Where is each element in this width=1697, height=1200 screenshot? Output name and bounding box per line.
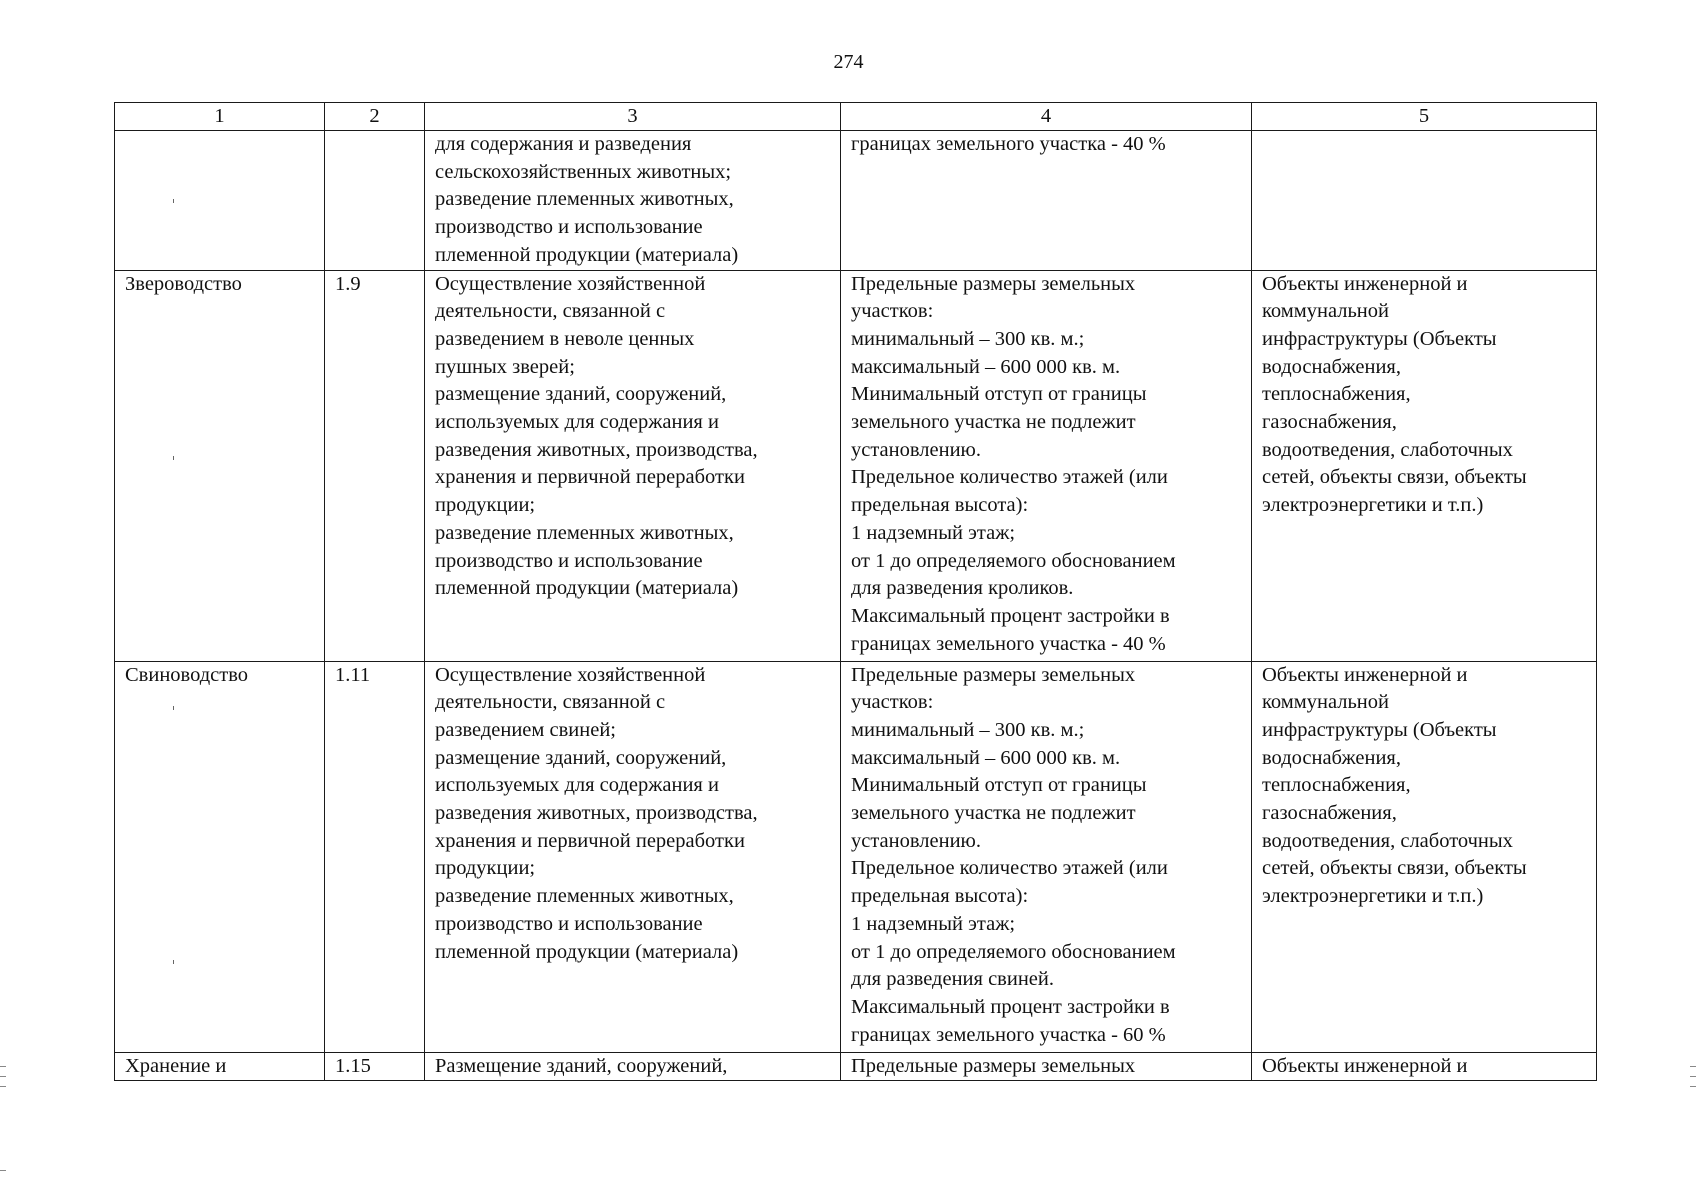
scan-artifact <box>173 456 174 460</box>
scan-edge-mark <box>0 1066 6 1067</box>
use-type-code-cell <box>325 131 425 271</box>
table-row <box>115 131 1597 271</box>
scan-edge-mark <box>1690 1086 1696 1087</box>
use-type-name-cell: Звероводство <box>115 270 325 661</box>
related-objects-cell: Объекты инженерной и коммунальной инфраструктуры (Объекты водоснабжения, теплоснабжения, газоснабжения, водоотведения, слаботочных сетей, объекты связи, объекты электроэнергетики и т.п.) <box>1252 270 1597 661</box>
parameters-cell: Предельные размеры земельных участков: минимальный – 300 кв. м.; максимальный – 600 000 кв. м. Минимальный отступ от границы земельного участка не подлежит установлению. Предельное количество этажей (или предельная высота): 1 надземный этаж; от 1 до определяемого обоснованием для разведения свиней. Максимальный процент застройки в границах земельного участка - 60 % <box>841 661 1252 1052</box>
table-header-row <box>115 103 1597 131</box>
page-number: 274 <box>833 51 864 73</box>
related-objects-cell: Объекты инженерной и коммунальной инфраструктуры (Объекты водоснабжения, теплоснабжения, газоснабжения, водоотведения, слаботочных сетей, объекты связи, объекты электроэнергетики и т.п.) <box>1252 661 1597 1052</box>
regulations-table <box>114 102 1597 1081</box>
scan-artifact <box>173 706 174 710</box>
table-row <box>115 270 1597 661</box>
scan-artifact <box>173 199 174 203</box>
parameters-cell: границах земельного участка - 40 % <box>841 131 1252 271</box>
use-type-name-cell: Хранение и <box>115 1052 325 1080</box>
use-type-name-cell: Свиноводство <box>115 661 325 1052</box>
use-type-name-cell <box>115 131 325 271</box>
scan-edge-mark <box>1690 1066 1696 1067</box>
column-header-3: 3 <box>425 103 841 131</box>
related-objects-cell: Объекты инженерной и <box>1252 1052 1597 1080</box>
table-row <box>115 1052 1597 1080</box>
column-header-5: 5 <box>1252 103 1597 131</box>
use-type-code-cell: 1.9 <box>325 270 425 661</box>
parameters-cell: Предельные размеры земельных <box>841 1052 1252 1080</box>
scan-edge-mark <box>1690 1076 1696 1077</box>
scan-edge-mark <box>0 1170 6 1171</box>
scan-artifact <box>173 960 174 964</box>
column-header-1: 1 <box>115 103 325 131</box>
use-description-cell: Размещение зданий, сооружений, <box>425 1052 841 1080</box>
use-description-cell: Осуществление хозяйственной деятельности, связанной с разведением свиней; размещение зданий, сооружений, используемых для содержания и разведения животных, производства, хранения и первичной переработки продукции; разведение племенных животных, производство и использование племенной продукции (материала) <box>425 661 841 1052</box>
parameters-cell: Предельные размеры земельных участков: минимальный – 300 кв. м.; максимальный – 600 000 кв. м. Минимальный отступ от границы земельного участка не подлежит установлению. Предельное количество этажей (или предельная высота): 1 надземный этаж; от 1 до определяемого обоснованием для разведения кроликов. Максимальный процент застройки в границах земельного участка - 40 % <box>841 270 1252 661</box>
use-description-cell: для содержания и разведения сельскохозяйственных животных; разведение племенных животных, производство и использование племенной продукции (материала) <box>425 131 841 271</box>
related-objects-cell <box>1252 131 1597 271</box>
use-type-code-cell: 1.11 <box>325 661 425 1052</box>
scan-edge-mark <box>0 1086 6 1087</box>
use-type-code-cell: 1.15 <box>325 1052 425 1080</box>
column-header-2: 2 <box>325 103 425 131</box>
table-row <box>115 661 1597 1052</box>
use-description-cell: Осуществление хозяйственной деятельности, связанной с разведением в неволе ценных пушных зверей; размещение зданий, сооружений, используемых для содержания и разведения животных, производства, хранения и первичной переработки продукции; разведение племенных животных, производство и использование племенной продукции (материала) <box>425 270 841 661</box>
column-header-4: 4 <box>841 103 1252 131</box>
scan-edge-mark <box>0 1076 6 1077</box>
